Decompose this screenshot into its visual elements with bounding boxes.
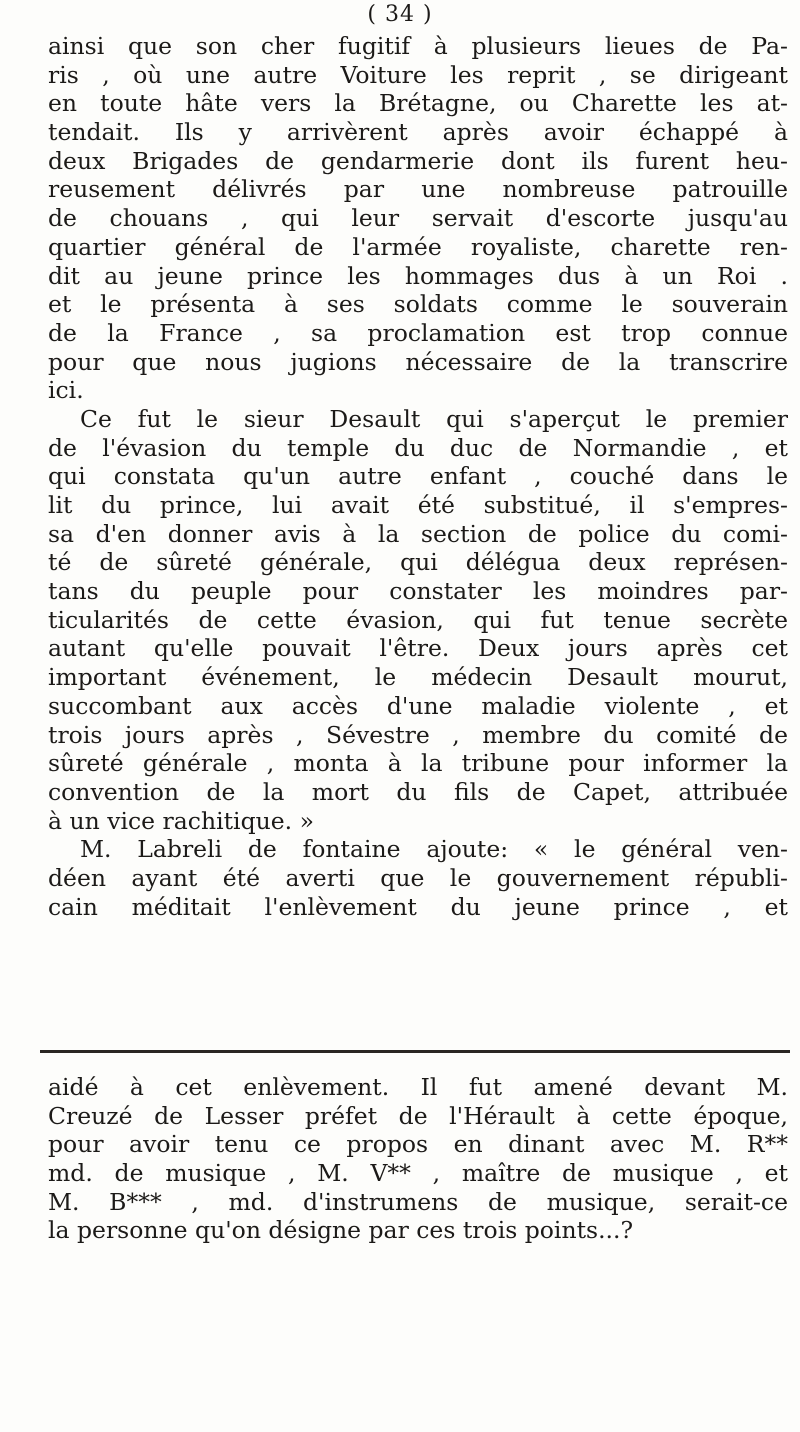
text-line: la personne qu'on désigne par ces trois points...? xyxy=(48,1216,634,1245)
text-line: Ce fut le sieur Desault qui s'aperçut le premier xyxy=(80,404,788,433)
text-line: qui constata qu'un autre enfant , couché dans le xyxy=(48,462,788,491)
text-line: aidé à cet enlèvement. Il fut amené devant M. xyxy=(48,1073,788,1101)
text-line: ainsi que son cher fugitif à plusieurs lieues de Pa- xyxy=(48,32,788,60)
text-line: important événement, le médecin Desault mourut, xyxy=(48,663,788,692)
text-line: de l'évasion du temple du duc de Normandie , et xyxy=(48,433,788,462)
text-line: M. Labreli de fontaine ajoute: « le général ven- xyxy=(80,835,788,864)
text-line: autant qu'elle pouvait l'être. Deux jours après cet xyxy=(48,634,788,663)
text-line: md. de musique , M. V** , maître de musique , et xyxy=(48,1159,788,1188)
text-line: et le présenta à ses soldats comme le souverain xyxy=(48,290,788,319)
text-line: té de sûreté générale, qui délégua deux représen- xyxy=(48,548,788,577)
text-line: en toute hâte vers la Brétagne, ou Charette les at- xyxy=(48,89,788,118)
paragraph-escape-to-brittany xyxy=(48,32,788,405)
upper-text-block xyxy=(48,32,788,921)
text-line: quartier général de l'armée royaliste, charette ren- xyxy=(48,232,788,261)
text-line: dit au jeune prince les hommages dus à un Roi . xyxy=(48,261,788,290)
text-line: trois jours après , Sévestre , membre du comité de xyxy=(48,720,788,749)
text-line: tans du peuple pour constater les moindres par- xyxy=(48,577,788,606)
text-line: M. B*** , md. d'instrumens de musique, serait-ce xyxy=(48,1187,788,1216)
text-line: pour que nous jugions nécessaire de la transcrire xyxy=(48,347,788,376)
text-line: déen ayant été averti que le gouvernement républi- xyxy=(48,863,788,892)
section-divider xyxy=(40,1050,790,1053)
text-line: de chouans , qui leur servait d'escorte jusqu'au xyxy=(48,204,788,233)
text-line: de la France , sa proclamation est trop connue xyxy=(48,318,788,347)
paragraph-desault-discovery xyxy=(48,405,788,835)
text-line: à un vice rachitique. » xyxy=(48,806,314,835)
page-number: ( 34 ) xyxy=(367,2,433,27)
text-line: lit du prince, lui avait été substitué, il s'empres- xyxy=(48,491,788,519)
text-line: reusement délivrés par une nombreuse patrouille xyxy=(48,175,788,204)
text-line: ris , où une autre Voiture les reprit , se dirigeant xyxy=(48,60,788,89)
lower-text-block xyxy=(48,1073,788,1245)
text-line: succombant aux accès d'une maladie violente , et xyxy=(48,691,788,720)
text-line: sûreté générale , monta à la tribune pour informer la xyxy=(48,749,788,778)
text-line: ticularités de cette évasion, qui fut tenue secrète xyxy=(48,605,788,634)
text-line: convention de la mort du fils de Capet, attribuée xyxy=(48,777,788,806)
text-line: deux Brigades de gendarmerie dont ils furent heu- xyxy=(48,146,788,175)
paragraph-labreli-quote xyxy=(48,835,788,921)
text-line: Creuzé de Lesser préfet de l'Hérault à cette époque, xyxy=(48,1101,788,1130)
text-line: tendait. Ils y arrivèrent après avoir échappé à xyxy=(48,118,788,147)
text-line: cain méditait l'enlèvement du jeune prince , et xyxy=(48,892,788,921)
text-line: pour avoir tenu ce propos en dinant avec M. R** xyxy=(48,1130,788,1159)
paragraph-creuze-de-lesser xyxy=(48,1073,788,1245)
text-line: sa d'en donner avis à la section de police du comi- xyxy=(48,519,788,548)
text-line: ici. xyxy=(48,376,84,405)
